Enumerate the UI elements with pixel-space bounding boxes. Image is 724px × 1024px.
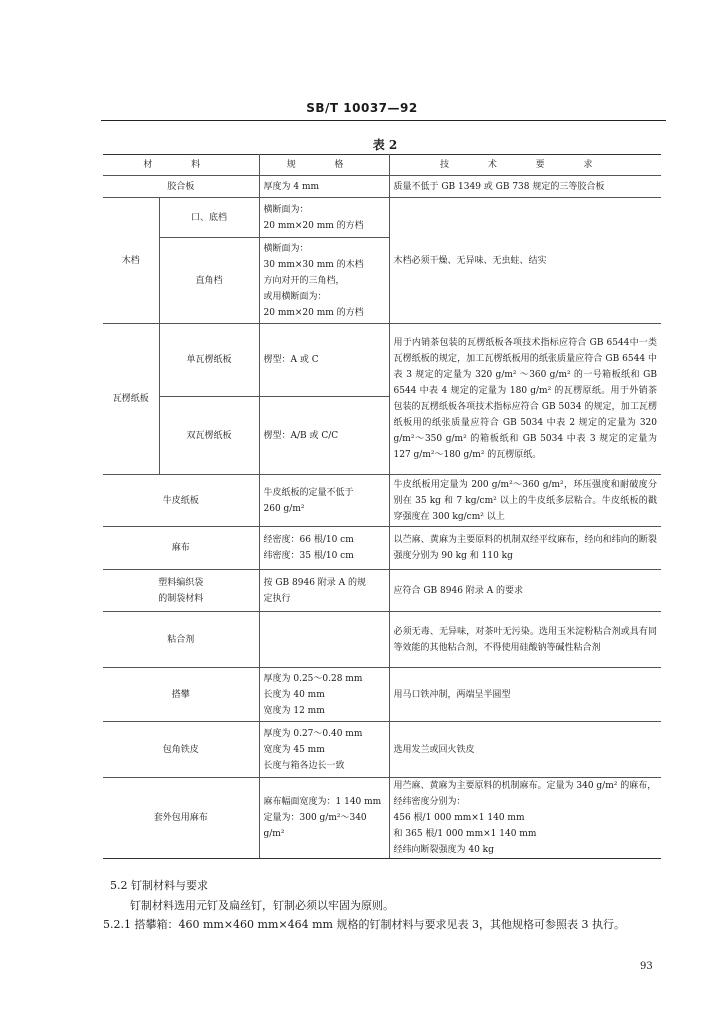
spec-cell <box>259 238 389 324</box>
spec-cell <box>259 198 389 238</box>
material-cell <box>103 570 259 612</box>
requirement-line: 和 365 根/1 000 mm×1 140 mm <box>393 829 537 839</box>
material-group-cell: 瓦楞纸板 <box>103 324 159 475</box>
spec-cell <box>259 612 389 668</box>
table-row <box>103 722 661 778</box>
requirement-cell: 应符合 GB 8946 附录 A 的要求 <box>389 570 661 612</box>
requirement-cell: 选用发兰或回火铁皮 <box>389 722 661 778</box>
requirement-line: 经纬向断裂强度为 40 kg <box>393 845 494 855</box>
spec-line: 20 mm×20 mm 的方档 <box>263 220 364 231</box>
spec-line: 麻布幅面宽度为：1 140 mm <box>263 797 382 807</box>
spec-line: 宽度为 45 mm <box>263 744 325 755</box>
section-5-2-1-paragraph: 5.2.1 搭攀箱：460 mm×460 mm×464 mm 规格的钉制材料与要求见表 3，其他规格可参照表 3 执行。 <box>103 918 625 931</box>
table-row <box>103 527 661 570</box>
col-header-requirement: 技 术 要 求 <box>439 160 611 170</box>
spec-cell <box>259 527 389 570</box>
table-row <box>103 612 661 668</box>
requirement-cell: 质量不低于 GB 1349 或 GB 738 规定的三等胶合板 <box>389 176 661 198</box>
spec-line: 长度为 40 mm <box>263 689 325 700</box>
material-cell: 麻布 <box>103 527 259 570</box>
material-cell: 包角铁皮 <box>103 722 259 778</box>
sub-material-cell: 双瓦楞纸板 <box>159 397 259 475</box>
spec-line: 长度与箱各边长一致 <box>263 760 345 771</box>
spec-line: 20 mm×20 mm 的方档 <box>263 307 364 318</box>
materials-table <box>103 154 661 859</box>
material-cell: 胶合板 <box>103 176 259 198</box>
spec-cell: 楞型：A 或 C <box>259 324 389 397</box>
spec-cell <box>259 570 389 612</box>
table-row <box>103 668 661 722</box>
spec-line: 横断面为： <box>263 204 309 215</box>
spec-cell <box>259 778 389 859</box>
spec-line: 宽度为 12 mm <box>263 705 325 716</box>
table-caption: 表 2 <box>372 138 398 152</box>
col-header-spec: 规 格 <box>286 160 362 170</box>
requirement-cell: 用马口铁冲制，两端呈半圆型 <box>389 668 661 722</box>
requirement-line: 456 根/1 000 mm×1 140 mm <box>393 813 525 823</box>
spec-line: 30 mm×30 mm 的木档 <box>263 259 364 270</box>
material-line: 的制袋材料 <box>158 593 204 604</box>
material-line: 塑料编织袋 <box>158 577 204 588</box>
sub-material-cell: 直角档 <box>159 238 259 324</box>
spec-cell <box>259 668 389 722</box>
spec-line: 定执行 <box>263 593 291 604</box>
spec-line: 横断面为： <box>263 243 309 254</box>
spec-line: 260 g/m² <box>263 503 305 514</box>
table-row <box>103 570 661 612</box>
spec-cell: 楞型：A/B 或 C/C <box>259 397 389 475</box>
spec-line: 定量为：300 g/m²～340 g/m² <box>263 813 367 839</box>
material-cell: 牛皮纸板 <box>103 475 259 527</box>
header-rule <box>101 120 666 121</box>
spec-cell: 厚度为 4 mm <box>259 176 389 198</box>
sub-material-cell: 口、底档 <box>159 198 259 238</box>
table-row <box>103 198 661 238</box>
requirement-cell: 必须无毒、无异味，对茶叶无污染。选用玉米淀粉粘合剂或具有同等效能的其他粘合剂，不得使用硅酸钠等碱性粘合剂 <box>389 612 661 668</box>
spec-line: 按 GB 8946 附录 A 的规 <box>263 577 367 588</box>
requirement-cell <box>389 778 661 859</box>
spec-line: 纬密度：35 根/10 cm <box>263 551 354 561</box>
material-cell: 套外包用麻布 <box>103 778 259 859</box>
spec-line: 经密度：66 根/10 cm <box>263 535 354 545</box>
spec-line: 牛皮纸板的定量不低于 <box>263 487 354 498</box>
page-number: 93 <box>640 961 653 972</box>
requirement-cell: 牛皮纸板用定量为 200 g/m²～360 g/m²，环压强度和耐破度分别在 35 kg 和 7 kg/cm² 以上的牛皮纸多层粘合。牛皮纸板的戳穿强度在 300 kg/cm² 以上 <box>389 475 661 527</box>
sub-material-cell: 单瓦楞纸板 <box>159 324 259 397</box>
section-5-2-heading: 5.2 钉制材料与要求 <box>110 879 208 892</box>
col-header-material: 材 料 <box>143 160 219 170</box>
material-cell: 搭攀 <box>103 668 259 722</box>
requirement-cell: 木档必须干燥、无异味、无虫蛀、结实 <box>389 198 661 324</box>
table-header-row <box>103 155 661 176</box>
material-cell: 粘合剂 <box>103 612 259 668</box>
requirement-cell: 用于内销茶包装的瓦楞纸板各项技术指标应符合 GB 6544中一类瓦楞纸板的规定，加工瓦楞纸板用的纸张质量应符合 GB 6544 中表 3 规定的定量为 320 g/m² ～360 g/m² 的一号箱板纸和 GB 6544 中表 4 规定的定量为 180 g/m² 的瓦楞原纸。用于外销茶包装的瓦楞纸板各项技术指标应符合 GB 5034 的规定，加工瓦楞纸板用的纸张质量应符合 GB 5034 中表 2 规定的定量为 320 g/m²～350 g/m² 的箱板纸和 GB 5034 中表 3 规定的定量为 127 g/m²～180 g/m² 的瓦楞原纸。 <box>389 324 661 475</box>
requirement-cell: 以苎麻、黄麻为主要原料的机制双经平纹麻布，经向和纬向的断裂强度分别为 90 kg 和 110 kg <box>389 527 661 570</box>
requirement-line: 用苎麻、黄麻为主要原料的机制麻布。定量为 340 g/m² 的麻布，经纬密度分别为： <box>393 781 657 807</box>
spec-line: 方向对开的三角档， <box>263 275 345 286</box>
spec-line: 厚度为 0.27～0.40 mm <box>263 728 363 739</box>
material-group-cell: 木档 <box>103 198 159 324</box>
spec-cell <box>259 722 389 778</box>
standard-number-header: SB/T 10037—92 <box>306 101 418 115</box>
section-5-2-paragraph: 钉制材料选用元钉及扁丝钉，钉制必须以牢固为原则。 <box>130 899 394 912</box>
spec-cell <box>259 475 389 527</box>
table-row <box>103 475 661 527</box>
spec-line: 或用横断面为： <box>263 291 327 302</box>
table-row <box>103 324 661 397</box>
table-row <box>103 778 661 859</box>
spec-line: 厚度为 0.25～0.28 mm <box>263 673 363 684</box>
table-row <box>103 176 661 198</box>
